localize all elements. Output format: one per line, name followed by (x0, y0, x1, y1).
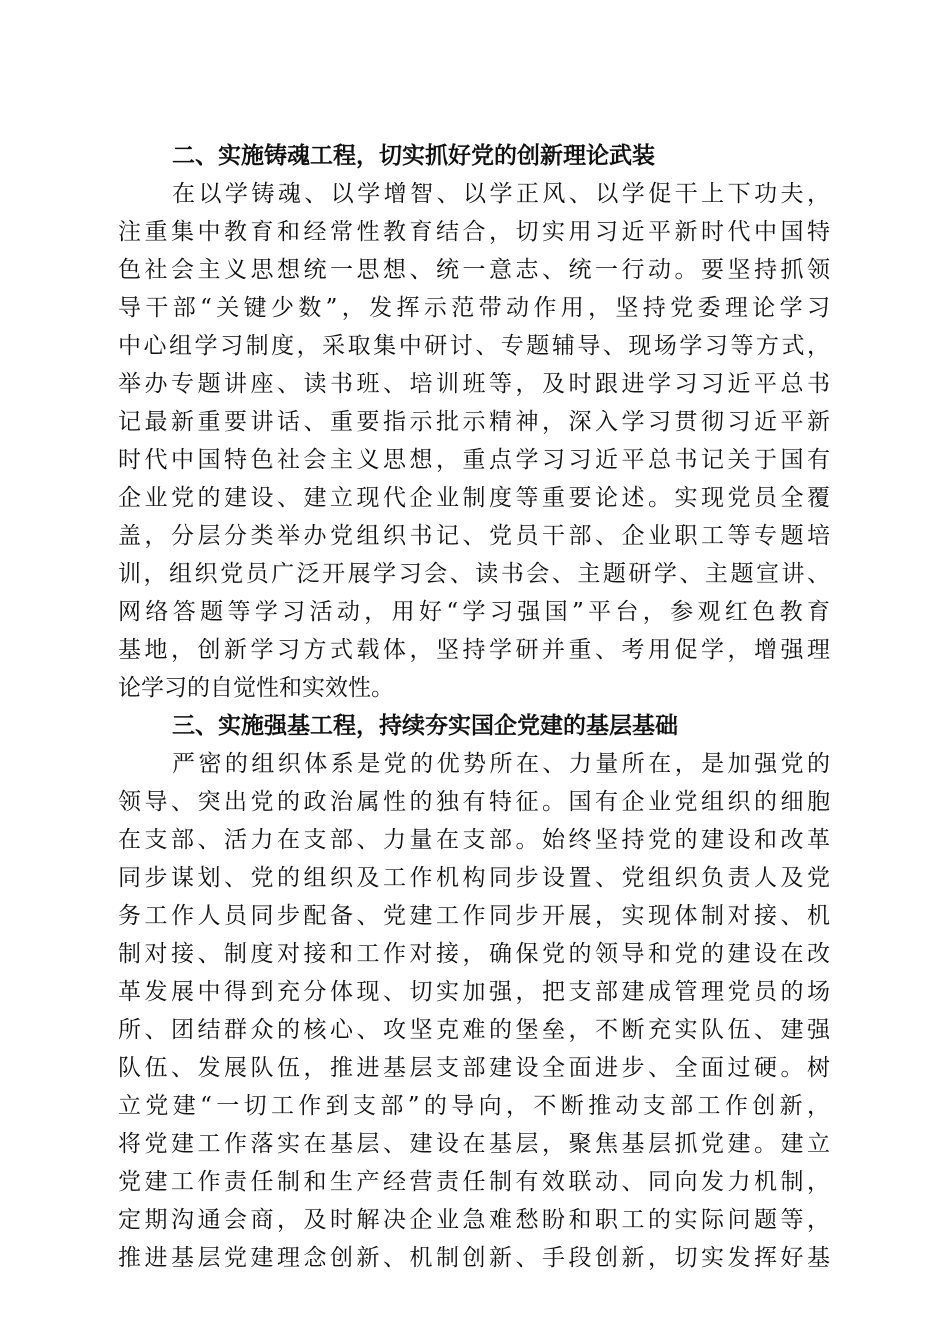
paragraph-line: 制对接、制度对接和工作对接，确保党的领导和党的建设在改 (118, 941, 830, 967)
paragraph-line: 记最新重要讲话、重要指示批示精神，深入学习贯彻习近平新 (118, 409, 830, 435)
paragraph-line: 导干部“关键少数”，发挥示范带动作用，坚持党委理论学习 (118, 295, 830, 321)
paragraph-line: 同步谋划、党的组织及工作机构同步设置、党组织负责人及党 (118, 865, 830, 891)
paragraph-line: 时代中国特色社会主义思想，重点学习习近平总书记关于国有 (118, 447, 830, 473)
document-body (118, 137, 830, 1277)
paragraph-line: 在以学铸魂、以学增智、以学正风、以学促干上下功夫， (172, 181, 830, 207)
paragraph-line: 在支部、活力在支部、力量在支部。始终坚持党的建设和改革 (118, 827, 830, 853)
paragraph-line: 基地，创新学习方式载体，坚持学研并重、考用促学，增强理 (118, 637, 830, 663)
paragraph-line: 党建工作责任制和生产经营责任制有效联动、同向发力机制， (118, 1169, 830, 1195)
section-heading-3: 三、实施强基工程，持续夯实国企党建的基层基础 (172, 713, 678, 739)
paragraph-line: 定期沟通会商，及时解决企业急难愁盼和职工的实际问题等， (118, 1207, 830, 1233)
section-heading-2: 二、实施铸魂工程，切实抓好党的创新理论武装 (172, 143, 655, 169)
paragraph-line: 队伍、发展队伍，推进基层支部建设全面进步、全面过硬。树 (118, 1055, 830, 1081)
paragraph-line: 严密的组织体系是党的优势所在、力量所在，是加强党的 (172, 751, 830, 777)
paragraph-line: 中心组学习制度，采取集中研讨、专题辅导、现场学习等方式， (118, 333, 830, 359)
section-3-paragraph (118, 745, 830, 1277)
paragraph-line: 立党建“一切工作到支部”的导向，不断推动支部工作创新， (118, 1093, 830, 1119)
paragraph-line: 革发展中得到充分体现、切实加强，把支部建成管理党员的场 (118, 979, 830, 1005)
paragraph-line: 论学习的自觉性和实效性。 (118, 675, 394, 701)
paragraph-line: 所、团结群众的核心、攻坚克难的堡垒，不断充实队伍、建强 (118, 1017, 830, 1043)
paragraph-line: 企业党的建设、建立现代企业制度等重要论述。实现党员全覆 (118, 485, 830, 511)
paragraph-line: 网络答题等学习活动，用好“学习强国”平台，参观红色教育 (118, 599, 830, 625)
section-2-paragraph (118, 175, 830, 707)
paragraph-line: 举办专题讲座、读书班、培训班等，及时跟进学习习近平总书 (118, 371, 830, 397)
paragraph-line: 训，组织党员广泛开展学习会、读书会、主题研学、主题宣讲、 (118, 561, 830, 587)
paragraph-line: 注重集中教育和经常性教育结合，切实用习近平新时代中国特 (118, 219, 830, 245)
paragraph-line: 务工作人员同步配备、党建工作同步开展，实现体制对接、机 (118, 903, 830, 929)
paragraph-line: 将党建工作落实在基层、建设在基层，聚焦基层抓党建。建立 (118, 1131, 830, 1157)
paragraph-line: 领导、突出党的政治属性的独有特征。国有企业党组织的细胞 (118, 789, 830, 815)
paragraph-line: 盖，分层分类举办党组织书记、党员干部、企业职工等专题培 (118, 523, 830, 549)
paragraph-line: 推进基层党建理念创新、机制创新、手段创新，切实发挥好基 (118, 1245, 830, 1271)
paragraph-line: 色社会主义思想统一思想、统一意志、统一行动。要坚持抓领 (118, 257, 830, 283)
